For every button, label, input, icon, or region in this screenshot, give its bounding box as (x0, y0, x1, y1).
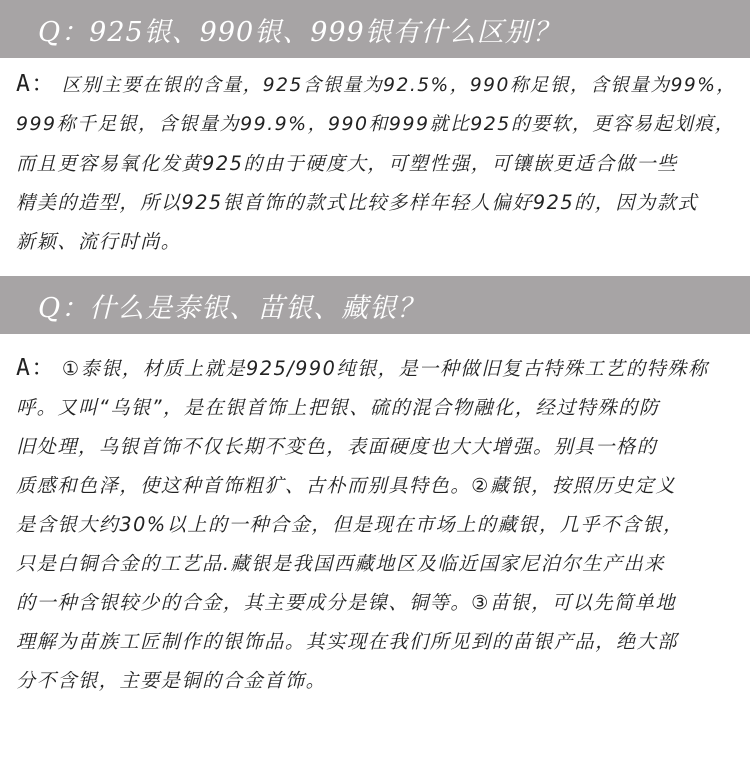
answer-2-line-7: 的一种含银较少的合金，其主要成分是镍、铜等。③苗银，可以先简单地 (16, 591, 677, 614)
answer-label-1: A： (16, 71, 56, 97)
answer-1-line-2: 999称千足银，含银量为99.9%，990和999就比925的要软，更容易起划痕， (16, 113, 736, 135)
question-text-2: Q：什么是泰银、苗银、藏银？ (38, 292, 426, 324)
answer-block-1 (16, 65, 740, 261)
answer-2-line-2: 呼。又叫“乌银”，是在银首饰上把银、硫的混合物融化，经过特殊的防 (16, 396, 660, 419)
answer-block-2 (16, 349, 740, 700)
answer-1-line-3: 而且更容易氧化发黄925的由于硬度大，可塑性强，可镶嵌更适合做一些 (16, 152, 678, 175)
answer-2-line-4: 质感和色泽，使这种首饰粗犷、古朴而别具特色。②藏银，按照历史定义 (16, 474, 677, 497)
answer-1-line-4: 精美的造型，所以925银首饰的款式比较多样年轻人偏好925的，因为款式 (16, 191, 699, 214)
question-bar-1 (0, 0, 750, 58)
answer-2-line-9: 分不含银，主要是铜的合金首饰。 (16, 669, 327, 692)
answer-2-line-6: 只是白铜合金的工艺品.藏银是我国西藏地区及临近国家尼泊尔生产出来 (16, 552, 665, 575)
question-text-1: Q：925银、990银、999银有什么区别？ (38, 16, 561, 48)
answer-2-line-3: 旧处理，乌银首饰不仅长期不变色，表面硬度也大大增强。别具一格的 (16, 435, 658, 458)
answer-2-line-8: 理解为苗族工匠制作的银饰品。其实现在我们所见到的苗银产品，绝大部 (16, 630, 678, 653)
answer-label-2: A： (16, 355, 56, 381)
answer-1-line-5: 新颖、流行时尚。 (16, 230, 182, 253)
answer-1-line-1 (16, 65, 740, 105)
question-bar-2 (0, 276, 750, 334)
answer-2-line-1 (16, 349, 740, 388)
answer-1-text-1: 区别主要在银的含量，925含银量为92.5%，990称足银，含银量为99%， (61, 75, 737, 96)
answer-2-line-5: 是含银大约30%以上的一种合金，但是现在市场上的藏银，几乎不含银， (16, 513, 684, 536)
answer-2-text-1: ①泰银，材质上就是925/990纯银，是一种做旧复古特殊工艺的特殊称 (61, 357, 709, 380)
